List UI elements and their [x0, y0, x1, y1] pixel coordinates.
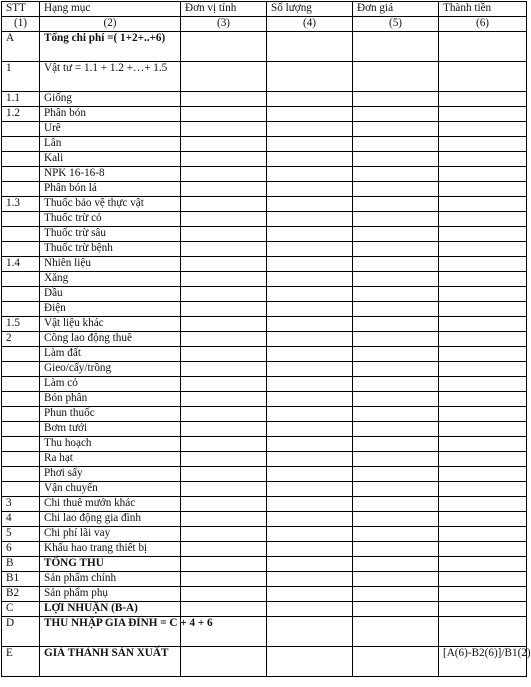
row-item: Thuốc trừ bệnh [40, 242, 181, 257]
row-item: Làm cỏ [40, 377, 181, 392]
row-don-vi-tinh [181, 332, 267, 347]
table-row [2, 32, 527, 62]
column-number: (4) [267, 17, 353, 32]
row-thanh-tien [439, 287, 527, 302]
row-thanh-tien [439, 152, 527, 167]
row-don-gia [353, 362, 439, 377]
cost-table [1, 1, 531, 677]
row-thanh-tien [439, 122, 527, 137]
table-row [2, 152, 527, 167]
table-row [2, 527, 527, 542]
row-stt [2, 287, 40, 302]
row-stt: B [2, 557, 40, 572]
row-don-gia [353, 587, 439, 602]
row-thanh-tien [439, 602, 527, 617]
row-so-luong [267, 392, 353, 407]
row-don-gia [353, 347, 439, 362]
row-thanh-tien: [A(6)-B2(6)]/B1(2) [439, 647, 527, 677]
row-stt: 4 [2, 512, 40, 527]
row-don-vi-tinh [181, 557, 267, 572]
table-row [2, 512, 527, 527]
table-row [2, 107, 527, 122]
row-don-vi-tinh [181, 197, 267, 212]
row-so-luong [267, 377, 353, 392]
table-row [2, 647, 527, 677]
row-thanh-tien [439, 347, 527, 362]
row-stt: 3 [2, 497, 40, 512]
row-don-vi-tinh [181, 62, 267, 92]
row-thanh-tien [439, 212, 527, 227]
row-so-luong [267, 32, 353, 62]
row-thanh-tien [439, 587, 527, 602]
row-stt: B2 [2, 587, 40, 602]
row-thanh-tien [439, 197, 527, 212]
row-thanh-tien [439, 467, 527, 482]
row-stt [2, 302, 40, 317]
row-don-vi-tinh [181, 152, 267, 167]
row-so-luong [267, 197, 353, 212]
row-stt [2, 167, 40, 182]
row-don-gia [353, 512, 439, 527]
row-don-vi-tinh [181, 302, 267, 317]
row-thanh-tien [439, 92, 527, 107]
table-row [2, 257, 527, 272]
row-item: NPK 16-16-8 [40, 167, 181, 182]
row-don-gia [353, 137, 439, 152]
row-stt [2, 272, 40, 287]
table-row [2, 587, 527, 602]
row-don-vi-tinh [181, 482, 267, 497]
row-stt: 1.1 [2, 92, 40, 107]
table-row [2, 272, 527, 287]
table-row [2, 167, 527, 182]
row-stt: B1 [2, 572, 40, 587]
header-don-gia: Đơn giá [353, 2, 439, 17]
row-item: Chi phí lãi vay [40, 527, 181, 542]
row-thanh-tien [439, 62, 527, 92]
row-don-gia [353, 302, 439, 317]
row-don-vi-tinh [181, 182, 267, 197]
row-so-luong [267, 107, 353, 122]
row-so-luong [267, 407, 353, 422]
row-so-luong [267, 557, 353, 572]
table-row [2, 362, 527, 377]
row-stt [2, 482, 40, 497]
row-don-gia [353, 332, 439, 347]
row-don-vi-tinh [181, 407, 267, 422]
row-don-gia [353, 407, 439, 422]
row-item: Sản phẩm phụ [40, 587, 181, 602]
row-item: Gieo/cấy/trồng [40, 362, 181, 377]
row-item: Thuốc bảo vệ thực vật [40, 197, 181, 212]
table-row [2, 482, 527, 497]
row-so-luong [267, 542, 353, 557]
column-number: (3) [181, 17, 267, 32]
row-don-gia [353, 122, 439, 137]
row-stt [2, 452, 40, 467]
row-item: GIÁ THÀNH SẢN XUẤT [40, 647, 181, 677]
row-thanh-tien [439, 362, 527, 377]
row-thanh-tien [439, 107, 527, 122]
table-row [2, 542, 527, 557]
row-so-luong [267, 242, 353, 257]
row-don-vi-tinh [181, 542, 267, 557]
row-thanh-tien [439, 302, 527, 317]
row-stt: A [2, 32, 40, 62]
row-item: Nhiên liệu [40, 257, 181, 272]
row-don-gia [353, 377, 439, 392]
row-don-vi-tinh [181, 227, 267, 242]
row-thanh-tien [439, 437, 527, 452]
table-row [2, 332, 527, 347]
row-don-vi-tinh [181, 212, 267, 227]
row-stt: E [2, 647, 40, 677]
row-so-luong [267, 647, 353, 677]
table-row [2, 137, 527, 152]
header-so-luong: Số lượng [267, 2, 353, 17]
row-item: Công lao động thuê [40, 332, 181, 347]
row-so-luong [267, 212, 353, 227]
row-stt [2, 182, 40, 197]
row-stt [2, 212, 40, 227]
table-row [2, 572, 527, 587]
header-stt: STT [2, 2, 40, 17]
table-row [2, 302, 527, 317]
row-item: Phân bón [40, 107, 181, 122]
row-don-gia [353, 287, 439, 302]
row-stt: 1.5 [2, 317, 40, 332]
row-thanh-tien [439, 527, 527, 542]
row-don-vi-tinh [181, 137, 267, 152]
row-don-gia [353, 197, 439, 212]
row-item: Kali [40, 152, 181, 167]
row-don-vi-tinh [181, 512, 267, 527]
row-item: Vật liệu khác [40, 317, 181, 332]
row-so-luong [267, 332, 353, 347]
row-don-vi-tinh [181, 317, 267, 332]
row-don-vi-tinh [181, 122, 267, 137]
row-thanh-tien [439, 332, 527, 347]
row-don-gia [353, 257, 439, 272]
row-stt [2, 227, 40, 242]
row-item: Phơi sấy [40, 467, 181, 482]
row-item: Điện [40, 302, 181, 317]
row-item: Phân bón lá [40, 182, 181, 197]
row-thanh-tien [439, 482, 527, 497]
row-thanh-tien [439, 137, 527, 152]
column-number: (1) [2, 17, 40, 32]
row-stt [2, 137, 40, 152]
table-row [2, 497, 527, 512]
row-don-vi-tinh [181, 32, 267, 62]
row-don-gia [353, 647, 439, 677]
row-so-luong [267, 527, 353, 542]
row-don-gia [353, 317, 439, 332]
table-row [2, 467, 527, 482]
row-so-luong [267, 257, 353, 272]
row-so-luong [267, 287, 353, 302]
row-item: Giống [40, 92, 181, 107]
row-don-vi-tinh [181, 467, 267, 482]
row-item: Vật tư = 1.1 + 1.2 +…+ 1.5 [40, 62, 181, 92]
row-don-gia [353, 212, 439, 227]
row-don-vi-tinh [181, 287, 267, 302]
row-item: Tổng chi phí =( 1+2+..+6) [40, 32, 181, 62]
row-thanh-tien [439, 317, 527, 332]
row-don-gia [353, 227, 439, 242]
row-don-gia [353, 167, 439, 182]
row-item: LỢI NHUẬN (B-A) [40, 602, 181, 617]
row-stt: C [2, 602, 40, 617]
row-so-luong [267, 602, 353, 617]
row-item: Chi thuê mướn khác [40, 497, 181, 512]
table-row [2, 212, 527, 227]
row-don-gia [353, 602, 439, 617]
row-so-luong [267, 422, 353, 437]
table-row [2, 242, 527, 257]
row-item: Làm đất [40, 347, 181, 362]
row-don-gia [353, 572, 439, 587]
row-item: Phun thuốc [40, 407, 181, 422]
row-stt: 6 [2, 542, 40, 557]
row-thanh-tien [439, 227, 527, 242]
column-number: (5) [353, 17, 439, 32]
row-stt: 1.4 [2, 257, 40, 272]
row-don-vi-tinh [181, 452, 267, 467]
row-so-luong [267, 182, 353, 197]
row-so-luong [267, 152, 353, 167]
row-don-vi-tinh [181, 497, 267, 512]
table-row [2, 122, 527, 137]
row-so-luong [267, 467, 353, 482]
table-row [2, 317, 527, 332]
row-don-gia [353, 557, 439, 572]
table-row [2, 452, 527, 467]
row-don-vi-tinh [181, 602, 267, 617]
row-don-gia [353, 482, 439, 497]
row-thanh-tien [439, 407, 527, 422]
row-don-gia [353, 497, 439, 512]
table-row [2, 617, 527, 647]
row-don-gia [353, 92, 439, 107]
row-don-gia [353, 62, 439, 92]
row-stt [2, 422, 40, 437]
row-stt [2, 347, 40, 362]
row-thanh-tien [439, 377, 527, 392]
row-don-gia [353, 422, 439, 437]
row-don-vi-tinh [181, 347, 267, 362]
row-thanh-tien [439, 572, 527, 587]
row-stt [2, 152, 40, 167]
row-thanh-tien [439, 542, 527, 557]
row-so-luong [267, 62, 353, 92]
row-thanh-tien [439, 557, 527, 572]
row-stt [2, 122, 40, 137]
table-row [2, 437, 527, 452]
row-don-vi-tinh [181, 437, 267, 452]
row-item: Ra hạt [40, 452, 181, 467]
row-stt [2, 242, 40, 257]
header-thanh-tien: Thành tiền [439, 2, 527, 17]
row-so-luong [267, 587, 353, 602]
row-thanh-tien [439, 617, 527, 647]
row-don-gia [353, 437, 439, 452]
row-so-luong [267, 497, 353, 512]
row-thanh-tien [439, 512, 527, 527]
row-item: Sản phẩm chính [40, 572, 181, 587]
row-item: THU NHẬP GIA ĐÌNH = C + 4 + 6 [40, 617, 181, 647]
row-item: TỔNG THU [40, 557, 181, 572]
row-so-luong [267, 167, 353, 182]
row-item: Bơm tưới [40, 422, 181, 437]
row-item: Thuốc trừ sâu [40, 227, 181, 242]
row-item: Urê [40, 122, 181, 137]
row-item: Xăng [40, 272, 181, 287]
column-number: (2) [40, 17, 181, 32]
row-don-gia [353, 152, 439, 167]
header-hang-muc: Hạng mục [40, 2, 181, 17]
table-row [2, 287, 527, 302]
row-don-vi-tinh [181, 362, 267, 377]
row-don-vi-tinh [181, 167, 267, 182]
row-item: Thu hoạch [40, 437, 181, 452]
row-thanh-tien [439, 32, 527, 62]
row-item: Lân [40, 137, 181, 152]
row-don-gia [353, 182, 439, 197]
table-row [2, 92, 527, 107]
row-stt: 1.3 [2, 197, 40, 212]
row-don-gia [353, 452, 439, 467]
row-so-luong [267, 437, 353, 452]
row-so-luong [267, 347, 353, 362]
row-don-vi-tinh [181, 377, 267, 392]
row-don-vi-tinh [181, 647, 267, 677]
row-don-gia [353, 467, 439, 482]
row-don-vi-tinh [181, 572, 267, 587]
table-row [2, 377, 527, 392]
row-item: Chi lao động gia đình [40, 512, 181, 527]
table-row [2, 62, 527, 92]
row-don-vi-tinh [181, 392, 267, 407]
row-item: Bón phân [40, 392, 181, 407]
row-so-luong [267, 617, 353, 647]
row-don-vi-tinh [181, 92, 267, 107]
row-so-luong [267, 317, 353, 332]
row-don-vi-tinh [181, 422, 267, 437]
row-so-luong [267, 92, 353, 107]
row-thanh-tien [439, 257, 527, 272]
table-row [2, 197, 527, 212]
row-thanh-tien [439, 497, 527, 512]
table-row [2, 182, 527, 197]
row-stt: 2 [2, 332, 40, 347]
row-stt [2, 377, 40, 392]
row-so-luong [267, 227, 353, 242]
row-thanh-tien [439, 392, 527, 407]
row-stt: 5 [2, 527, 40, 542]
row-stt [2, 392, 40, 407]
table-row [2, 602, 527, 617]
row-don-gia [353, 242, 439, 257]
row-stt: D [2, 617, 40, 647]
row-stt: 1 [2, 62, 40, 92]
row-so-luong [267, 137, 353, 152]
row-stt [2, 362, 40, 377]
row-thanh-tien [439, 182, 527, 197]
row-so-luong [267, 572, 353, 587]
row-don-vi-tinh [181, 527, 267, 542]
row-stt [2, 437, 40, 452]
row-item: Thuốc trừ cỏ [40, 212, 181, 227]
row-so-luong [267, 272, 353, 287]
row-thanh-tien [439, 242, 527, 257]
row-thanh-tien [439, 452, 527, 467]
row-so-luong [267, 122, 353, 137]
row-don-gia [353, 392, 439, 407]
row-item: Khấu hao trang thiết bị [40, 542, 181, 557]
table-row [2, 227, 527, 242]
row-don-gia [353, 272, 439, 287]
row-don-vi-tinh [181, 107, 267, 122]
row-don-gia [353, 527, 439, 542]
row-item: Vận chuyển [40, 482, 181, 497]
row-don-gia [353, 542, 439, 557]
column-number-row [2, 17, 527, 32]
table-row [2, 407, 527, 422]
row-thanh-tien [439, 167, 527, 182]
row-don-vi-tinh [181, 257, 267, 272]
row-don-gia [353, 32, 439, 62]
row-stt [2, 467, 40, 482]
row-don-vi-tinh [181, 587, 267, 602]
header-don-vi-tinh: Đơn vị tính [181, 2, 267, 17]
row-stt [2, 407, 40, 422]
row-don-gia [353, 617, 439, 647]
row-so-luong [267, 302, 353, 317]
row-thanh-tien [439, 272, 527, 287]
row-stt: 1.2 [2, 107, 40, 122]
row-so-luong [267, 512, 353, 527]
table-row [2, 347, 527, 362]
row-so-luong [267, 482, 353, 497]
table-row [2, 557, 527, 572]
column-number: (6) [439, 17, 527, 32]
row-don-gia [353, 107, 439, 122]
row-so-luong [267, 452, 353, 467]
table-row [2, 392, 527, 407]
header-row [2, 2, 527, 17]
row-thanh-tien [439, 422, 527, 437]
row-don-vi-tinh [181, 242, 267, 257]
table-row [2, 422, 527, 437]
row-item: Dầu [40, 287, 181, 302]
row-don-vi-tinh [181, 272, 267, 287]
row-so-luong [267, 362, 353, 377]
